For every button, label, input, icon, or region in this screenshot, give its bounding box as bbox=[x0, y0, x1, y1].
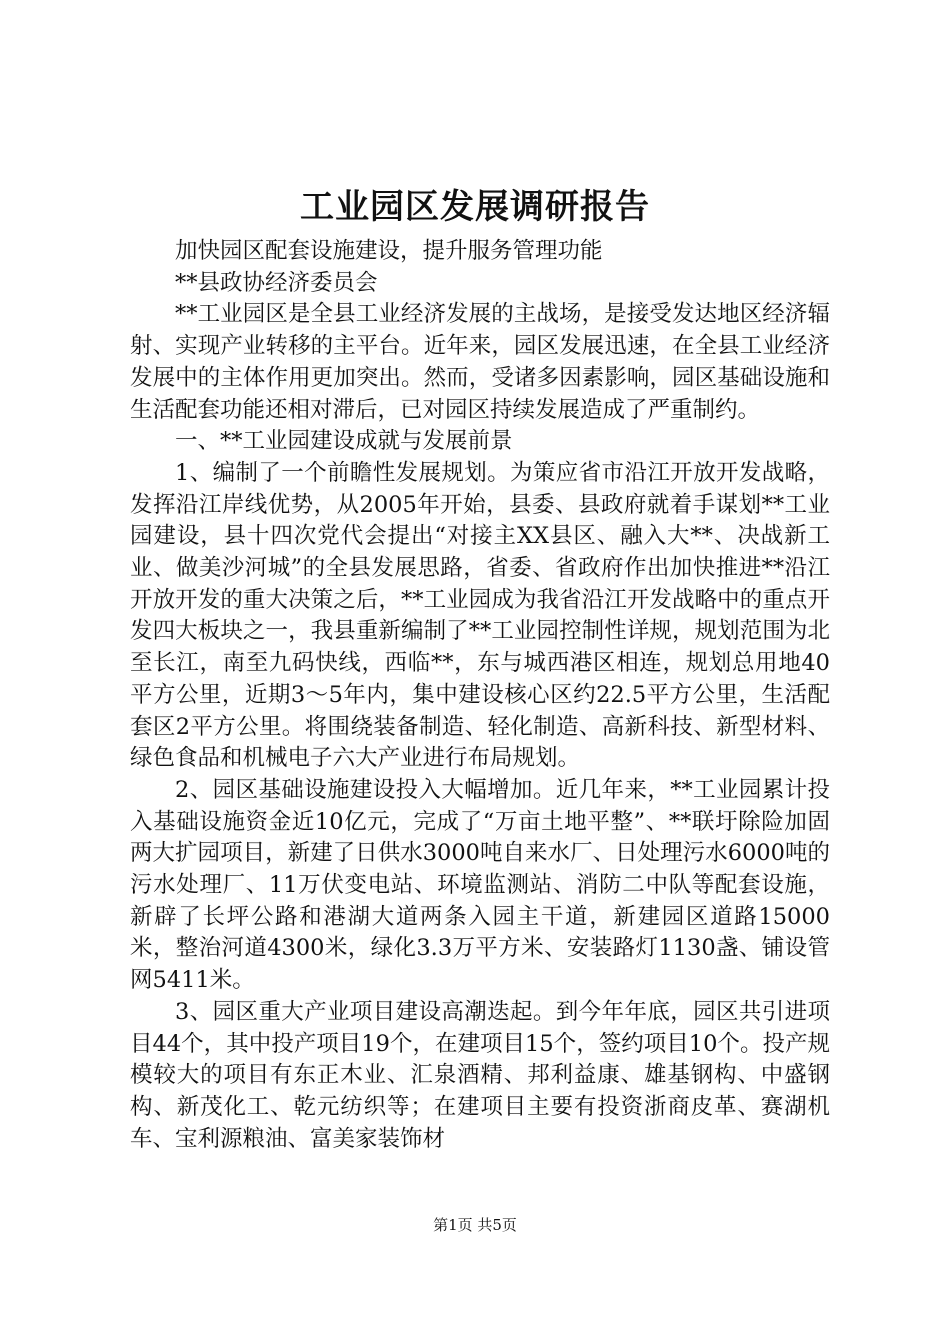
page-footer: 第1页 共5页 bbox=[433, 1216, 517, 1234]
body-paragraph: 3、园区重大产业项目建设高潮迭起。到今年年底，园区共引进项目44个，其中投产项目19个，在建项目15个，签约项目10个。投产规模较大的项目有东正木业、汇泉酒精、邦利益康、雄基钢构、中盛钢构、新茂化工、乾元纺织等；在建项目主要有投资浙商皮革、赛湖机车、宝利源粮油、富美家装饰材 bbox=[130, 998, 830, 1152]
document-body bbox=[130, 236, 830, 1155]
body-paragraph: 1、编制了一个前瞻性发展规划。为策应省市沿江开放开发战略，发挥沿江岸线优势，从2005年开始，县委、县政府就着手谋划**工业园建设，县十四次党代会提出“对接主XX县区、融入大**、决战新工业、做美沙河城”的全县发展思路，省委、省政府作出加快推进**沿江开放开发的重大决策之后，**工业园成为我省沿江开发战略中的重点开发四大板块之一，我县重新编制了**工业园控制性详规，规划范围为北至长江，南至九码快线，西临**，东与城西港区相连，规划总用地40平方公里，近期3～5年内，集中建设核心区约22.5平方公里，生活配套区2平方公里。将围绕装备制造、轻化制造、高新科技、新型材料、绿色食品和机械电子六大产业进行布局规划。 bbox=[130, 459, 830, 772]
subtitle-paragraph: 加快园区配套设施建设，提升服务管理功能 bbox=[175, 238, 603, 264]
body-paragraph: 2、园区基础设施建设投入大幅增加。近几年来，**工业园累计投入基础设施资金近10亿元，完成了“万亩土地平整”、**联圩除险加固两大扩园项目，新建了日供水3000吨自来水厂、日处理污水6000吨的污水处理厂、11万伏变电站、环境监测站、消防二中队等配套设施，新辟了长坪公路和港湖大道两条入园主干道，新建园区道路15000米，整治河道4300米，绿化3.3万平方米、安装路灯1130盏、铺设管网5411米。 bbox=[130, 776, 830, 994]
section-heading: 一、**工业园建设成就与发展前景 bbox=[175, 428, 513, 455]
document-title: 工业园区发展调研报告 bbox=[300, 187, 650, 227]
intro-paragraph: **工业园区是全县工业经济发展的主战场，是接受发达地区经济辐射、实现产业转移的主平台。近年来，园区发展迅速，在全县工业经济发展中的主体作用更加突出。然而，受诸多因素影响，园区基础设施和生活配套功能还相对滞后，已对园区持续发展造成了严重制约。 bbox=[130, 301, 830, 423]
author-paragraph: **县政协经济委员会 bbox=[175, 269, 378, 296]
